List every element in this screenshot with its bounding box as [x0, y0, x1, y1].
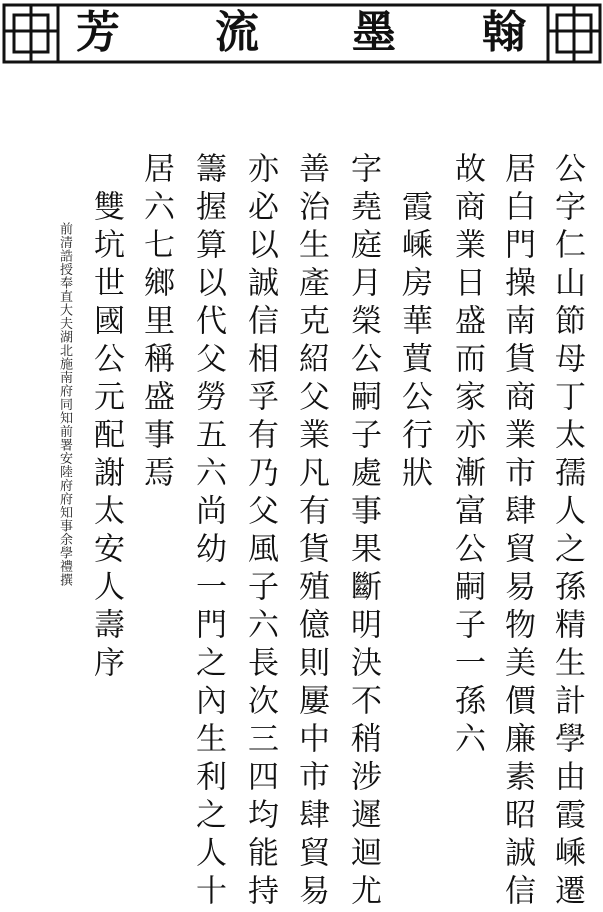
title-banner	[0, 0, 603, 66]
text-column-8: 籌握算以代父勞五六尚幼一門之內生利之人十	[190, 152, 226, 912]
section-heading-column: 霞嵊房華蕒公行狀	[396, 190, 432, 494]
text-column-3: 故商業日盛而家亦漸富公嗣子一孫六	[449, 152, 485, 760]
title-char-4: 芳	[76, 7, 120, 58]
text-column-1: 公字仁山節母丁太孺人之孫精生計學由霞嵊遷	[549, 152, 585, 912]
text-column-7: 亦必以誠信相孚有乃父風子六長次三四均能持	[242, 152, 278, 912]
section-heading-column-2: 雙坑世國公元配謝太安人壽序	[88, 190, 124, 684]
text-column-2: 居白門操南貨商業市肆貿易物美價廉素昭誠信	[499, 152, 535, 912]
title-char-1: 翰	[482, 7, 526, 58]
title-char-2: 墨	[352, 7, 396, 58]
text-column-9: 居六七鄉里稱盛事焉	[138, 152, 174, 494]
left-fret-ornament	[4, 5, 58, 62]
text-column-6: 善治生產克紹父業凡有貨殖億則屢中市肆貿易	[293, 152, 329, 912]
text-column-5: 字堯庭月榮公嗣子處事果斷明決不稍涉遲迴尤	[345, 152, 381, 912]
title-char-3: 流	[215, 7, 259, 58]
right-fret-ornament	[548, 5, 600, 62]
author-signature: 前清誥授奉直大夫湖北施南府同知前署安陸府府知事余學禮撰	[57, 222, 72, 587]
